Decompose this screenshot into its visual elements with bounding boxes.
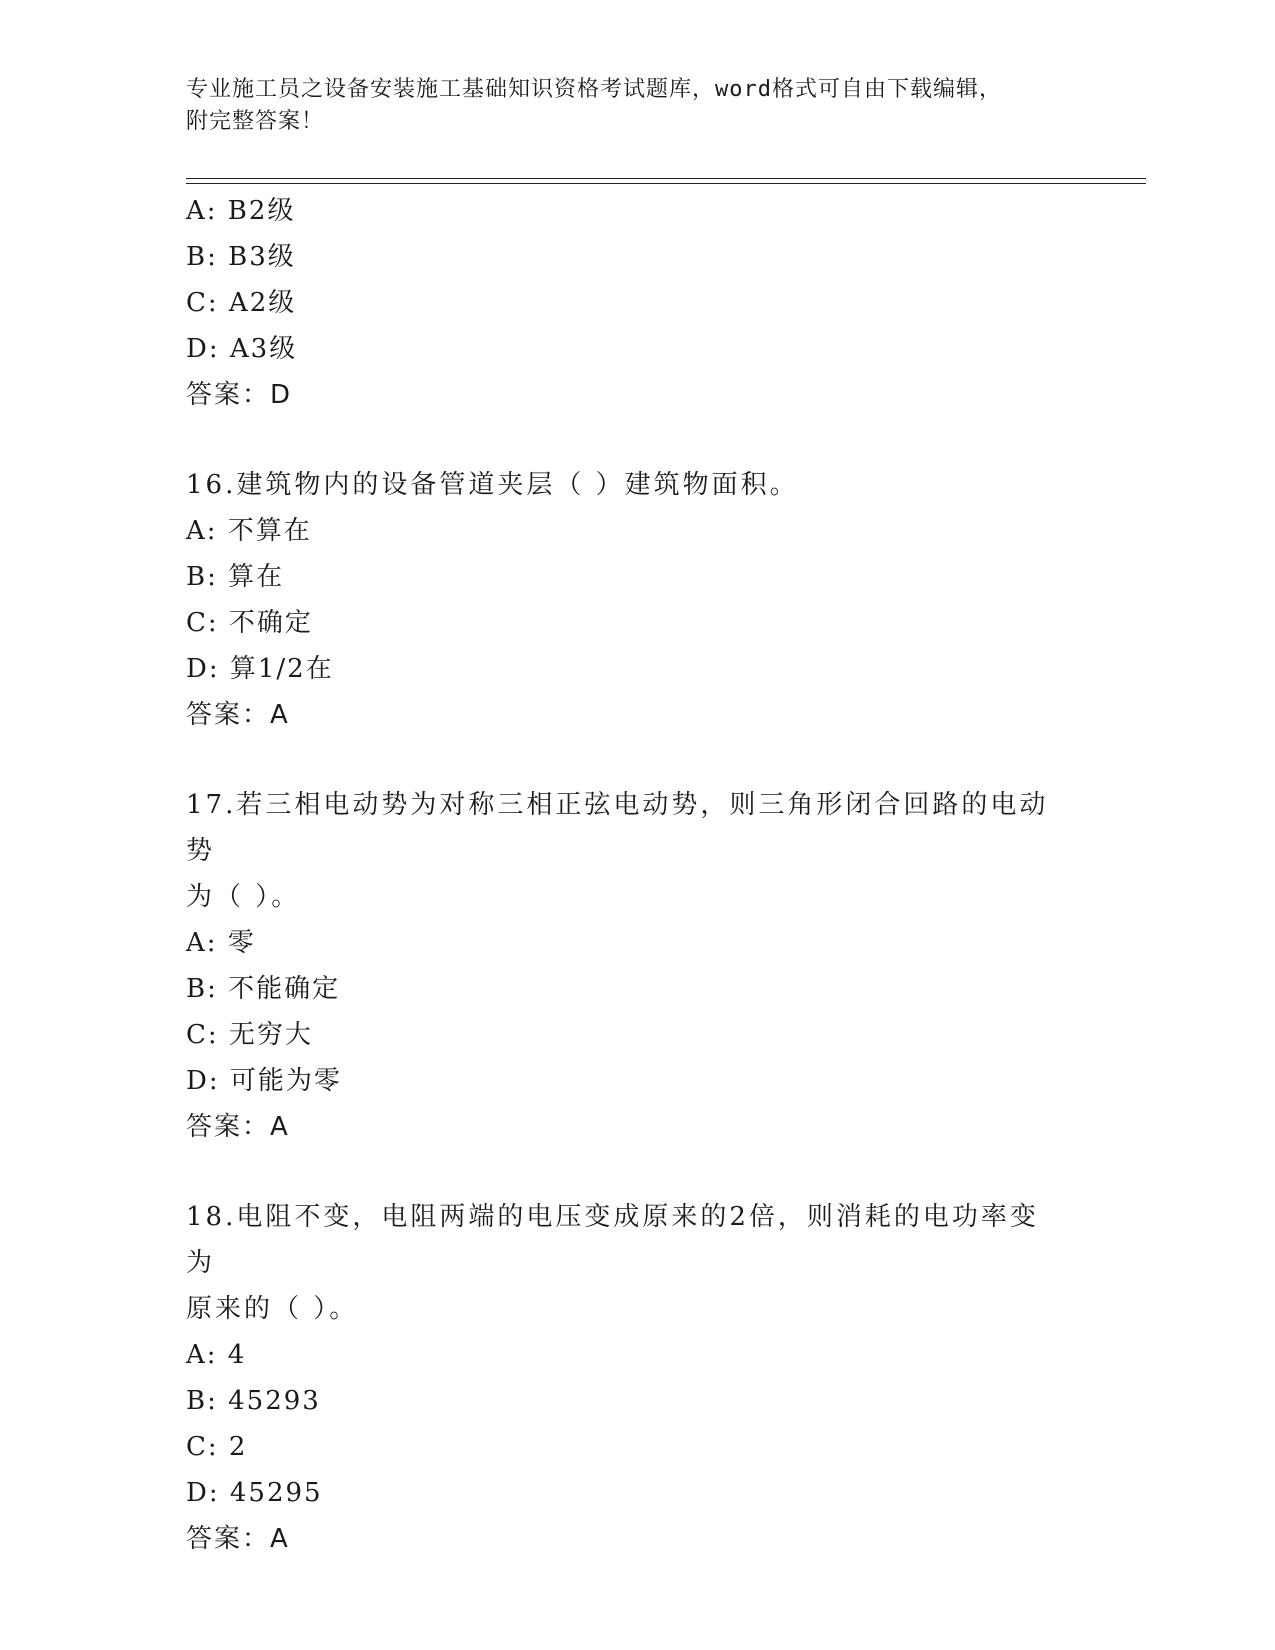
q17-answer: 答案：A bbox=[186, 1112, 290, 1142]
q16-answer: 答案：A bbox=[186, 700, 290, 730]
question-18-block bbox=[186, 1194, 1086, 1562]
q18-option-d: D: 45295 bbox=[186, 1478, 323, 1508]
q15-option-b: B: B3级 bbox=[186, 242, 296, 272]
q17-option-a: A: 零 bbox=[186, 928, 256, 958]
q17-option-b: B: 不能确定 bbox=[186, 974, 341, 1004]
q16-option-d: D: 算1/2在 bbox=[186, 654, 334, 684]
header-title-line1: 专业施工员之设备安装施工基础知识资格考试题库，word格式可自由下载编辑， bbox=[186, 77, 1002, 102]
q15-option-a: A: B2级 bbox=[186, 196, 296, 226]
q18-option-b: B: 45293 bbox=[186, 1386, 321, 1416]
q18-text-line1: 18.电阻不变，电阻两端的电压变成原来的2倍，则消耗的电功率变为 bbox=[186, 1202, 1039, 1278]
q16-option-b: B: 算在 bbox=[186, 562, 285, 592]
q18-text-line2: 原来的（ ）。 bbox=[186, 1294, 359, 1324]
document-header bbox=[186, 74, 1076, 138]
q15-option-c: C: A2级 bbox=[186, 288, 297, 318]
question-16-block bbox=[186, 462, 1086, 738]
q16-option-a: A: 不算在 bbox=[186, 516, 312, 546]
header-divider-bottom bbox=[186, 183, 1146, 184]
q17-text-line2: 为（ ）。 bbox=[186, 882, 301, 912]
question-17-block bbox=[186, 782, 1086, 1150]
question-15-block bbox=[186, 188, 1086, 418]
question-list bbox=[186, 188, 1086, 1562]
header-title-line2: 附完整答案！ bbox=[186, 109, 325, 134]
q18-option-c: C: 2 bbox=[186, 1432, 248, 1462]
q16-text: 16.建筑物内的设备管道夹层（ ）建筑物面积。 bbox=[186, 470, 799, 500]
q17-option-d: D: 可能为零 bbox=[186, 1066, 342, 1096]
header-divider-top bbox=[186, 178, 1146, 179]
q17-option-c: C: 无穷大 bbox=[186, 1020, 313, 1050]
q15-option-d: D: A3级 bbox=[186, 334, 298, 364]
q17-text-line1: 17.若三相电动势为对称三相正弦电动势，则三角形闭合回路的电动势 bbox=[186, 790, 1049, 866]
q18-option-a: A: 4 bbox=[186, 1340, 247, 1370]
q18-answer: 答案：A bbox=[186, 1524, 290, 1554]
q15-answer: 答案：D bbox=[186, 380, 293, 410]
q16-option-c: C: 不确定 bbox=[186, 608, 313, 638]
